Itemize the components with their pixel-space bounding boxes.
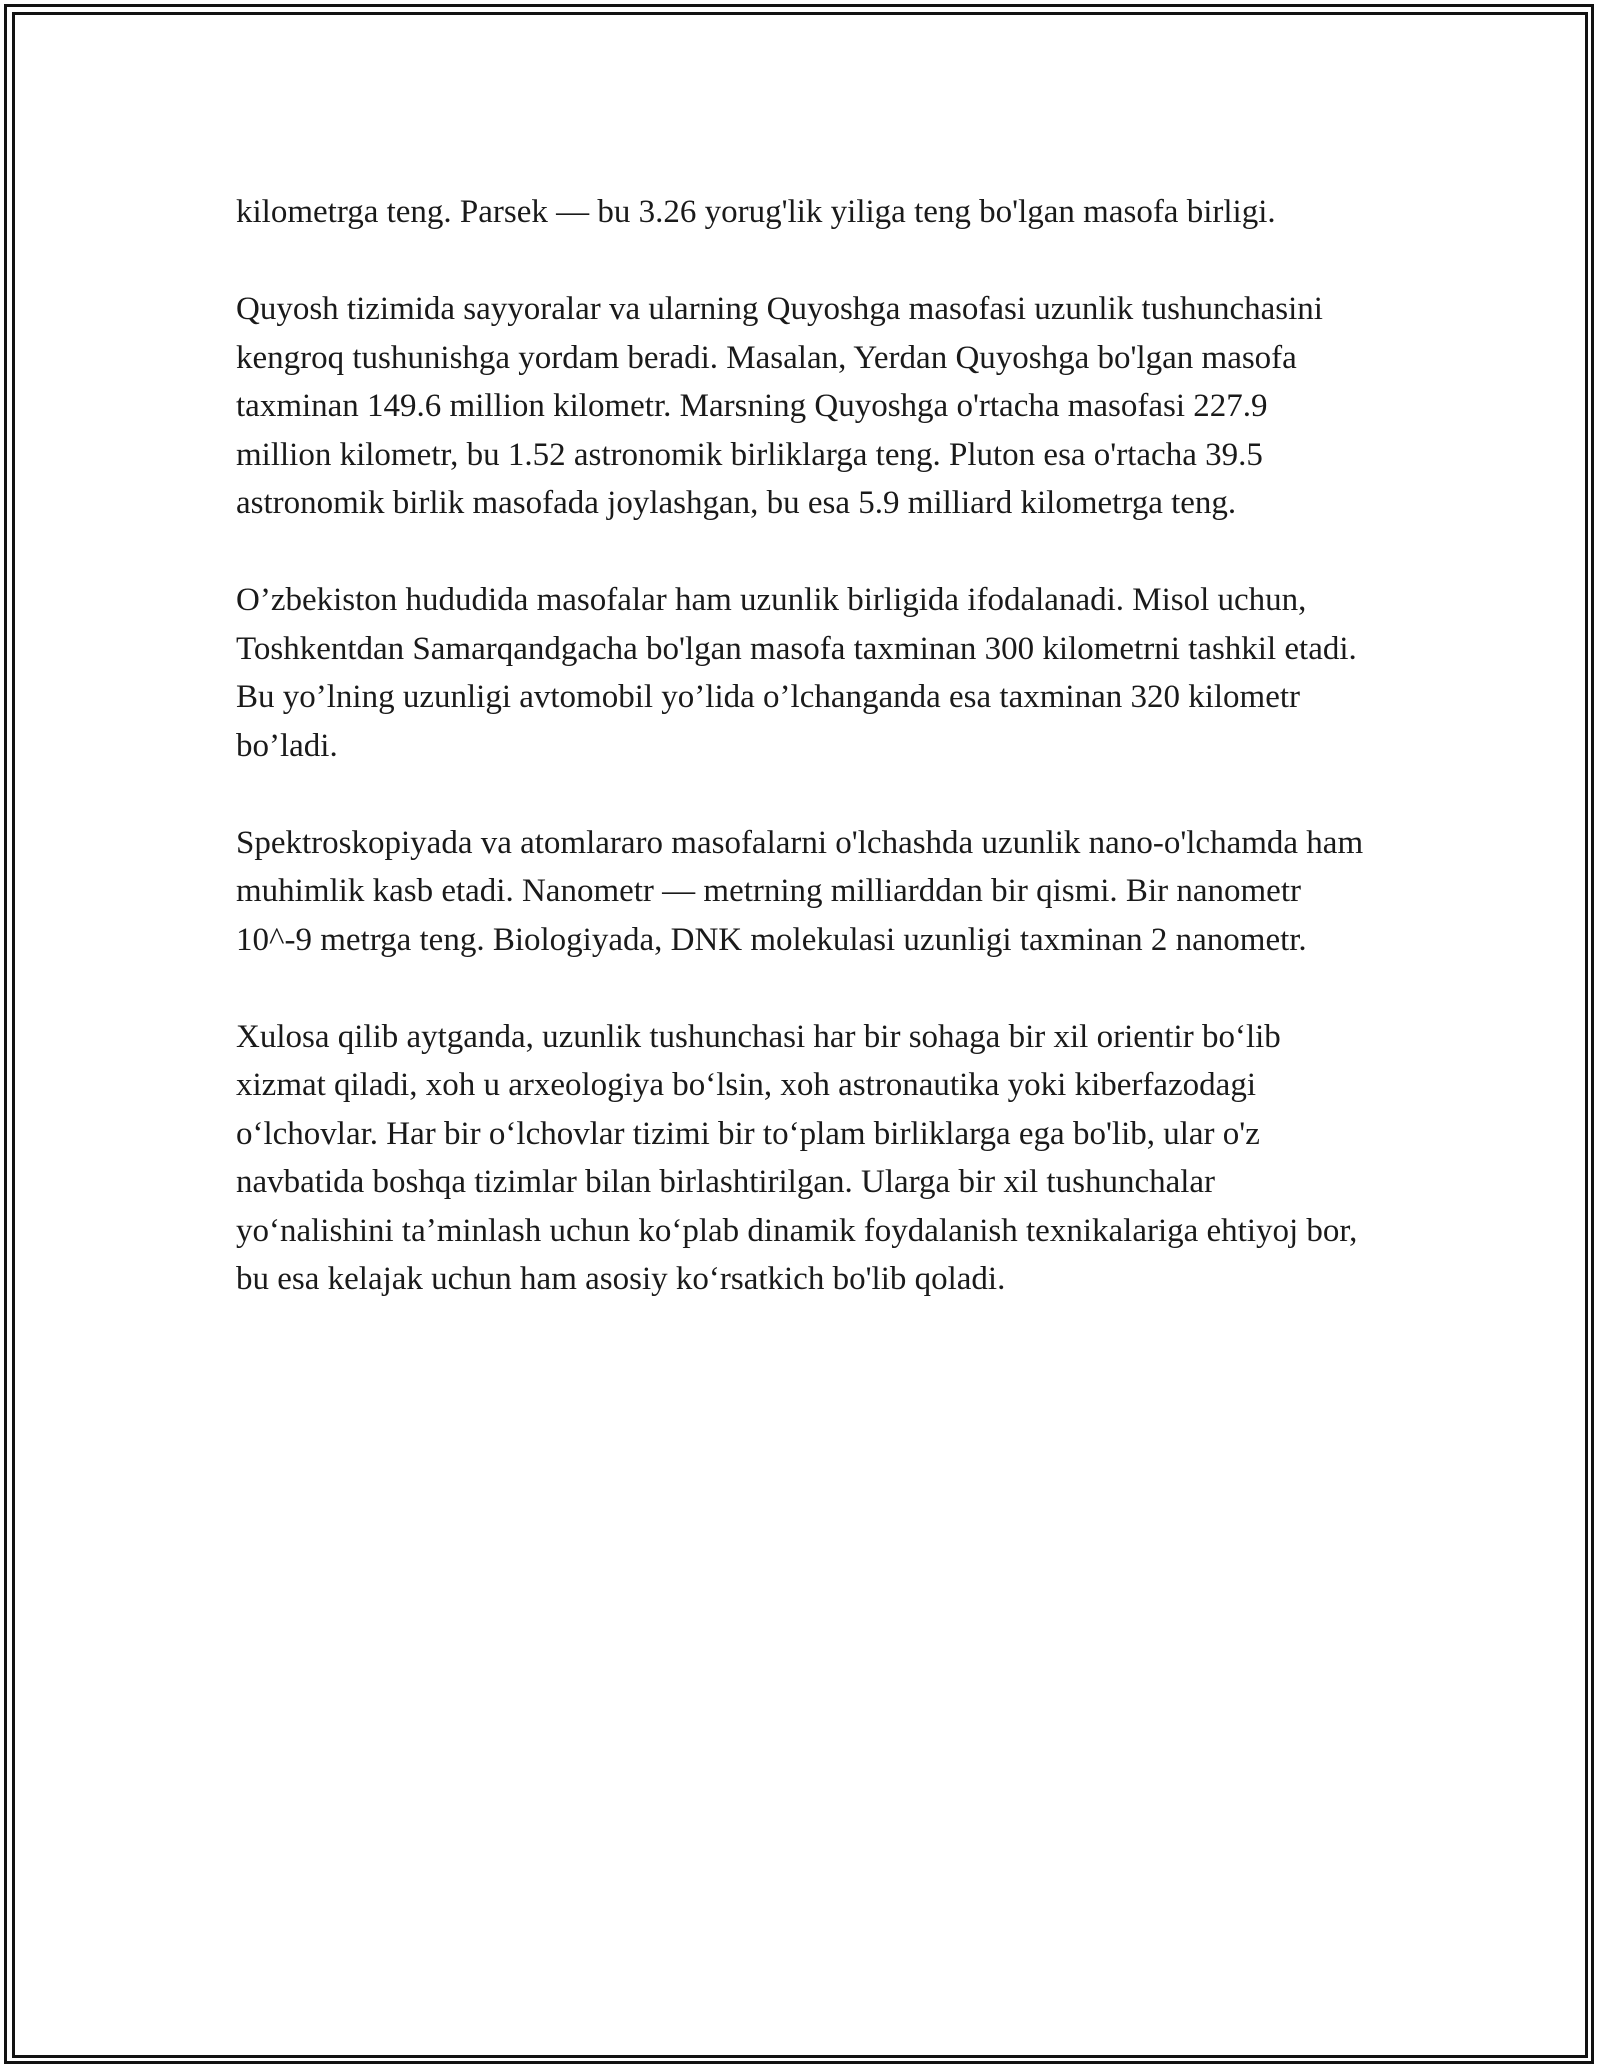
paragraph-uzbekistan: O’zbekiston hududida masofalar ham uzunlik birligida ifodalanadi. Misol uchun, Toshkentdan Samarqandgacha bo'lgan masofa taxminan 300 kilometrni tashkil etadi. Bu yo’lning uzunligi avtomobil yo’lida o’lchanganda esa taxminan 320 kilometr bo’ladi.	[236, 582, 1357, 764]
paragraph-solar-system: Quyosh tizimida sayyoralar va ularning Quyoshga masofasi uzunlik tushunchasini kengroq tushunishga yordam beradi. Masalan, Yerdan Quyoshga bo'lgan masofa taxminan 149.6 million kilometr. Marsning Quyoshga o'rtacha masofasi 227.9 million kilometr, bu 1.52 astronomik birliklarga teng. Pluton esa o'rtacha 39.5 astronomik birlik masofada joylashgan, bu esa 5.9 milliard kilometrga teng.	[236, 291, 1323, 521]
paragraph-nanometer: Spektroskopiyada va atomlararo masofalarni o'lchashda uzunlik nano-o'lchamda ham muhimlik kasb etadi. Nanometr — metrning milliarddan bir qismi. Bir nanometr 10^-9 metrga teng. Biologiyada, DNK molekulasi uzunligi taxminan 2 nanometr.	[236, 824, 1364, 958]
paragraph-conclusion: Xulosa qilib aytganda, uzunlik tushunchasi har bir sohaga bir xil orientir boʻlib xizmat qiladi, xoh u arxeologiya boʻlsin, xoh astronautika yoki kiberfazodagi oʻlchovlar. Har bir oʻlchovlar tizimi bir toʻplam birliklarga ega bo'lib, ular o'z navbatida boshqa tizimlar bilan birlashtirilgan. Ularga bir xil tushunchalar yoʻnalishini taʼminlash uchun koʻplab dinamik foydalanish texnikalariga ehtiyoj bor, bu esa kelajak uchun ham asosiy koʻrsatkich bo'lib qoladi.	[236, 1018, 1358, 1297]
document-body	[236, 188, 1366, 1352]
paragraph-parsec: kilometrga teng. Parsek — bu 3.26 yorug'lik yiliga teng bo'lgan masofa birligi.	[236, 194, 1276, 230]
